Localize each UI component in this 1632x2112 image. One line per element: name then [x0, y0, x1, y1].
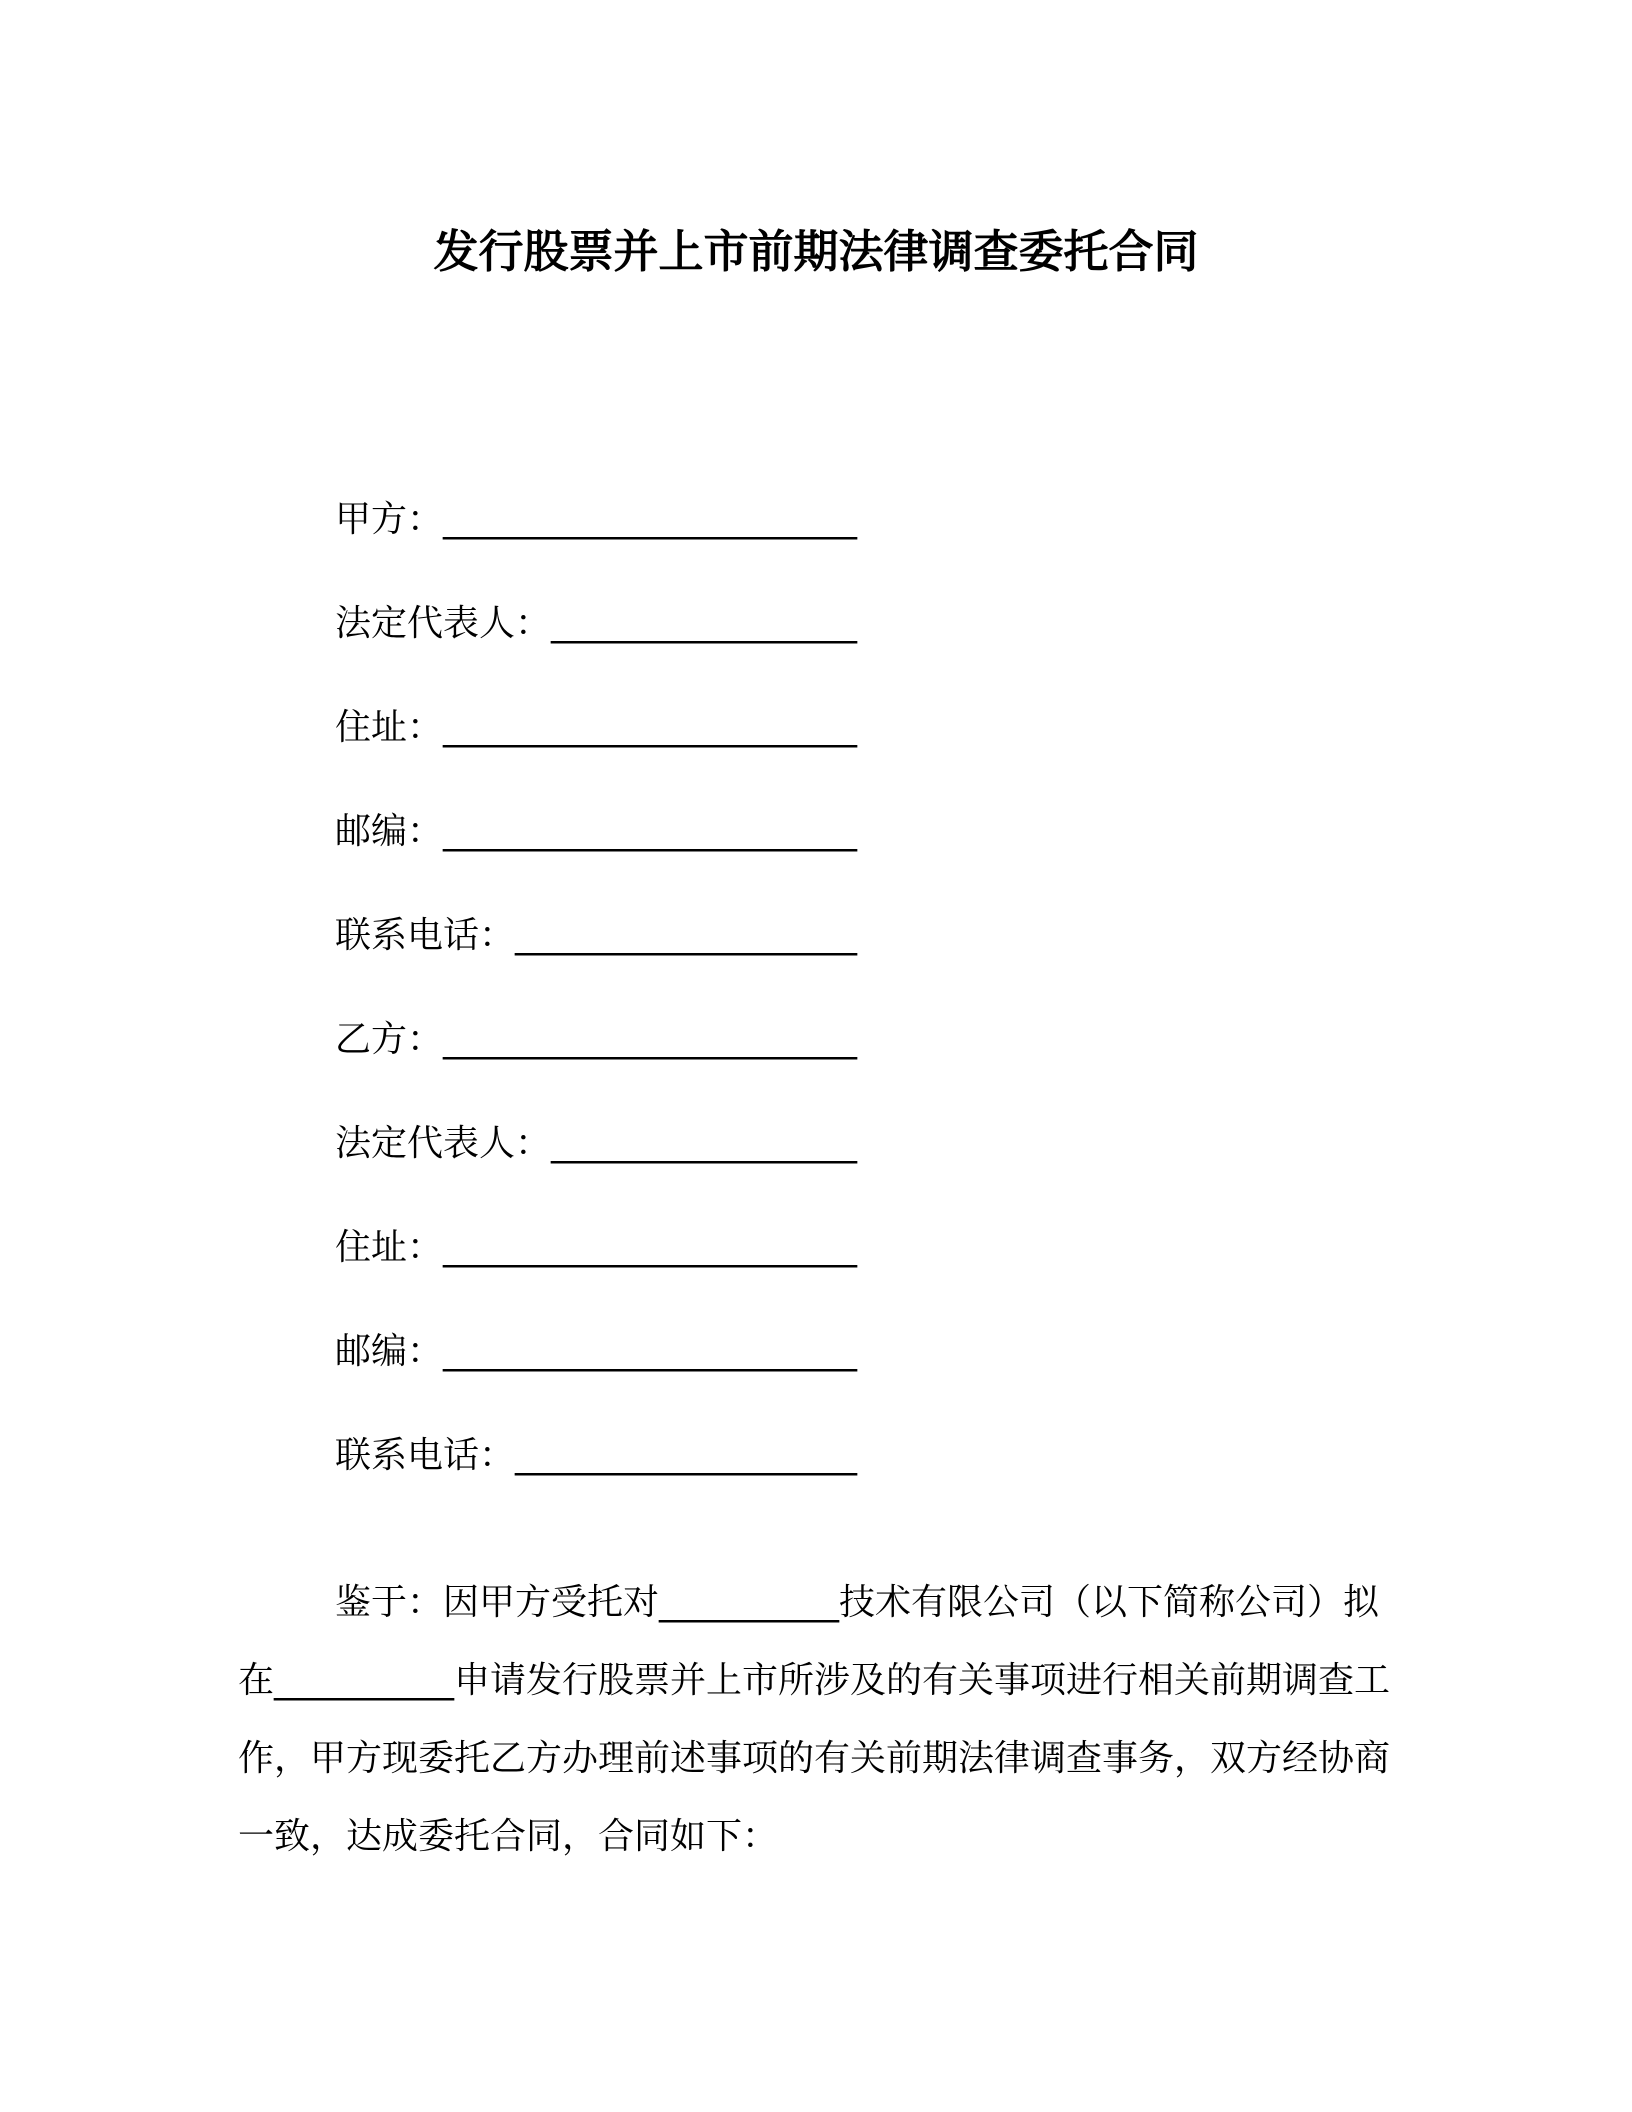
preamble-paragraph: 鉴于：因甲方受托对__________技术有限公司（以下简称公司）拟在__________申请发行股票并上市所涉及的有关事项进行相关前期调查工作，甲方现委托乙方办理前述事项的有关前期法律调查事务，双方经协商一致，达成委托合同，合同如下： [238, 1582, 1391, 1857]
party-b-field [335, 1012, 1335, 1116]
field-label: 法定代表人： [335, 603, 552, 644]
party-a-postcode-field [335, 804, 1335, 908]
field-label: 甲方： [335, 499, 444, 540]
field-label: 联系电话： [335, 915, 516, 956]
party-a-legal-rep-field [335, 596, 1335, 700]
party-b-address-field [335, 1220, 1335, 1324]
field-blank: ___________________ [515, 1435, 858, 1476]
field-label: 乙方： [335, 1019, 444, 1060]
field-label: 住址： [335, 707, 444, 748]
field-blank: ___________________ [515, 915, 858, 956]
field-blank: _______________________ [443, 1331, 858, 1372]
field-blank: _______________________ [443, 1227, 858, 1268]
party-b-legal-rep-field [335, 1116, 1335, 1220]
field-blank: _______________________ [443, 499, 858, 540]
field-label: 联系电话： [335, 1435, 516, 1476]
party-fields [335, 492, 1335, 1532]
document-title: 发行股票并上市前期法律调查委托合同 [433, 225, 1199, 278]
field-label: 邮编： [335, 1331, 444, 1372]
field-blank: _________________ [551, 603, 858, 644]
field-blank: _________________ [551, 1123, 858, 1164]
party-b-postcode-field [335, 1324, 1335, 1428]
field-blank: _______________________ [443, 1019, 858, 1060]
field-label: 住址： [335, 1227, 444, 1268]
party-a-phone-field [335, 908, 1335, 1012]
party-a-field [335, 492, 1335, 596]
field-label: 法定代表人： [335, 1123, 552, 1164]
field-blank: _______________________ [443, 811, 858, 852]
field-blank: _______________________ [443, 707, 858, 748]
party-a-address-field [335, 700, 1335, 804]
field-label: 邮编： [335, 811, 444, 852]
party-b-phone-field [335, 1428, 1335, 1532]
